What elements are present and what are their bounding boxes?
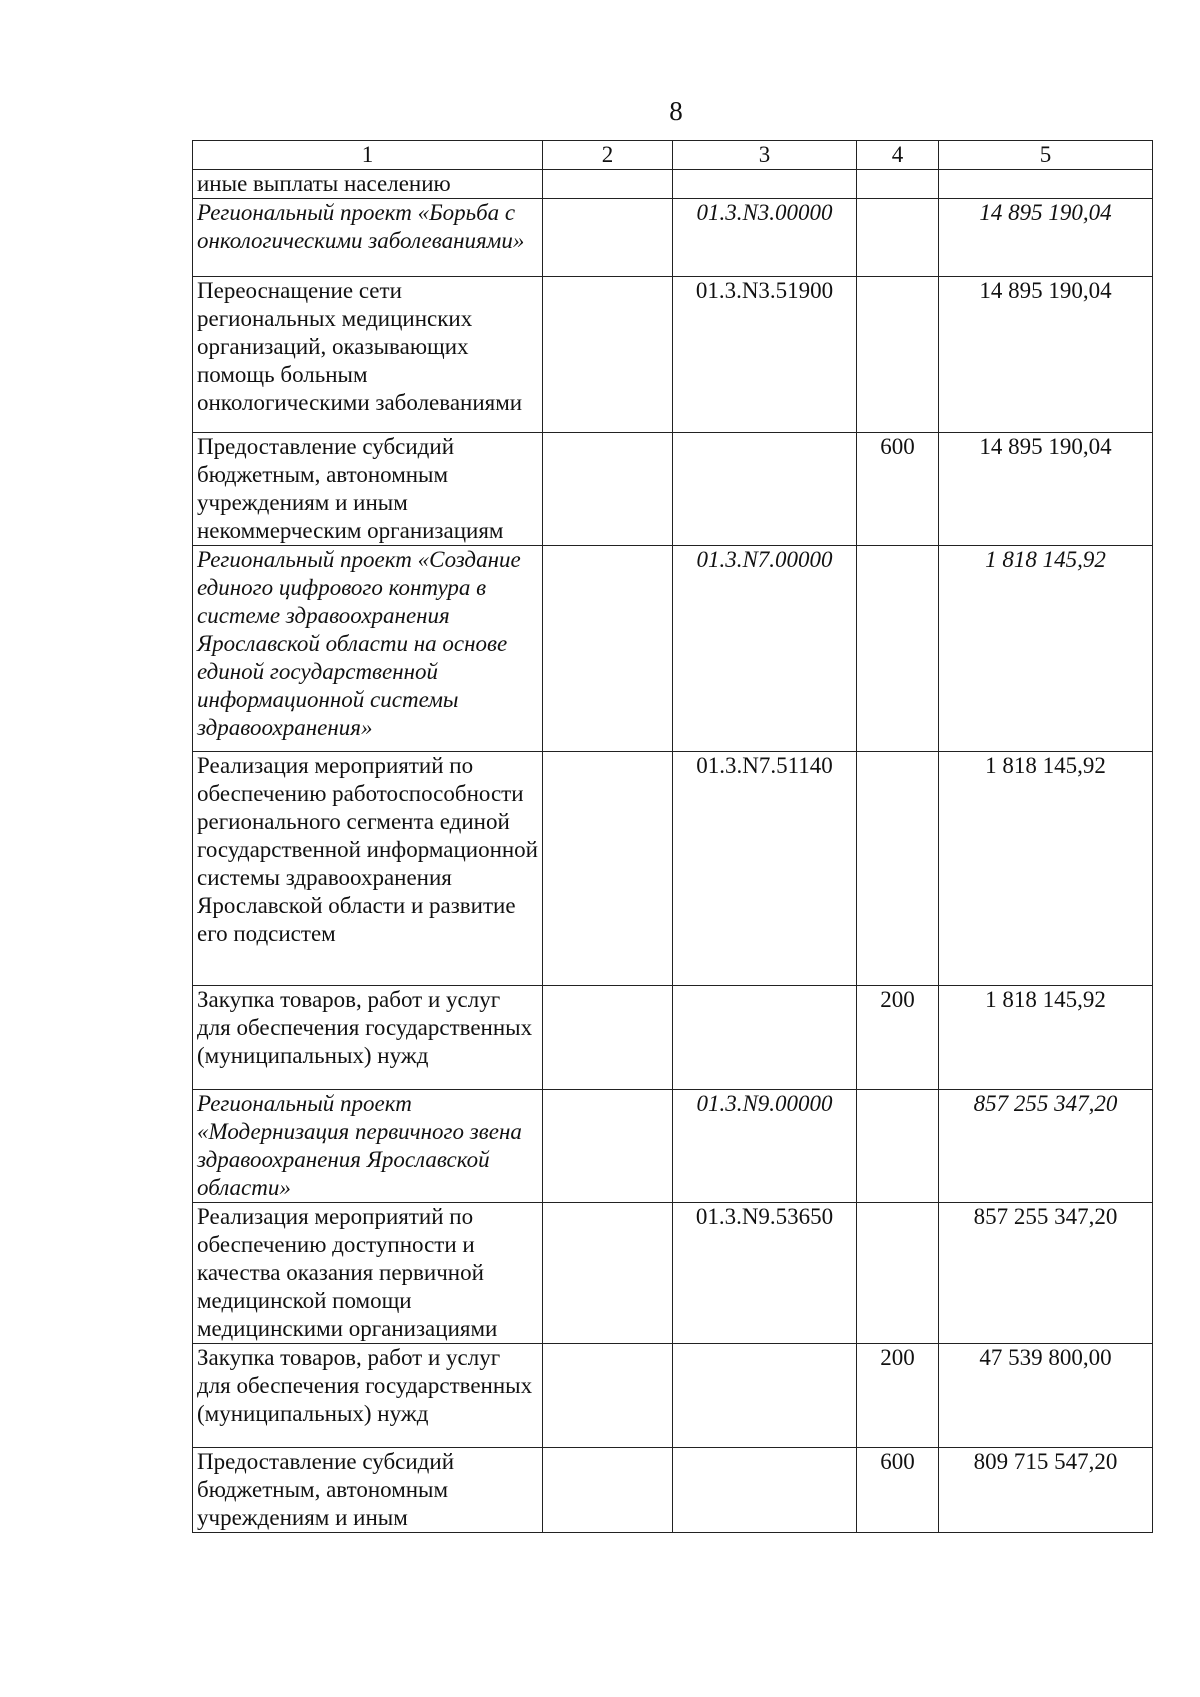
table-row xyxy=(193,1448,1153,1533)
table-row xyxy=(193,199,1153,277)
row-amount-cell: 809 715 547,20 xyxy=(939,1448,1153,1533)
row-amount-cell: 1 818 145,92 xyxy=(939,752,1153,986)
row-code-cell xyxy=(673,986,857,1090)
row-code-cell xyxy=(673,433,857,546)
row-col2-cell xyxy=(543,986,673,1090)
row-code-cell: 01.3.N3.00000 xyxy=(673,199,857,277)
row-type-cell xyxy=(857,1203,939,1344)
row-code-cell: 01.3.N9.00000 xyxy=(673,1090,857,1203)
row-amount-cell: 857 255 347,20 xyxy=(939,1203,1153,1344)
row-amount-cell: 14 895 190,04 xyxy=(939,199,1153,277)
row-name-cell: Закупка товаров, работ и услуг для обеспечения государственных (муниципальных) нужд xyxy=(193,986,543,1090)
header-col-4: 4 xyxy=(857,141,939,170)
row-amount-cell: 1 818 145,92 xyxy=(939,546,1153,752)
row-col2-cell xyxy=(543,1090,673,1203)
row-name-cell: Региональный проект «Борьба с онкологическими заболеваниями» xyxy=(193,199,543,277)
row-name-cell: Переоснащение сети региональных медицинских организаций, оказывающих помощь больным онкологическими заболеваниями xyxy=(193,277,543,433)
row-code-cell: 01.3.N7.00000 xyxy=(673,546,857,752)
table-header-row xyxy=(193,141,1153,170)
row-code-cell: 01.3.N9.53650 xyxy=(673,1203,857,1344)
row-col2-cell xyxy=(543,170,673,199)
row-amount-cell: 857 255 347,20 xyxy=(939,1090,1153,1203)
row-amount-cell: 14 895 190,04 xyxy=(939,277,1153,433)
row-type-cell: 200 xyxy=(857,1344,939,1448)
row-type-cell xyxy=(857,277,939,433)
row-name-cell: иные выплаты населению xyxy=(193,170,543,199)
row-name-cell: Региональный проект «Создание единого цифрового контура в системе здравоохранения Ярославской области на основе единой государственной информационной системы здравоохранения» xyxy=(193,546,543,752)
table-row xyxy=(193,277,1153,433)
header-col-5: 5 xyxy=(939,141,1153,170)
header-col-3: 3 xyxy=(673,141,857,170)
row-name-cell: Реализация мероприятий по обеспечению доступности и качества оказания первичной медицинской помощи медицинскими организациями xyxy=(193,1203,543,1344)
row-type-cell xyxy=(857,199,939,277)
table-row xyxy=(193,546,1153,752)
row-amount-cell: 47 539 800,00 xyxy=(939,1344,1153,1448)
row-col2-cell xyxy=(543,433,673,546)
table-row xyxy=(193,1344,1153,1448)
row-amount-cell: 1 818 145,92 xyxy=(939,986,1153,1090)
row-type-cell: 200 xyxy=(857,986,939,1090)
table-row xyxy=(193,752,1153,986)
table-row xyxy=(193,986,1153,1090)
table-row xyxy=(193,1203,1153,1344)
table-row xyxy=(193,433,1153,546)
row-name-cell: Предоставление субсидий бюджетным, автономным учреждениям и иным xyxy=(193,1448,543,1533)
table-row xyxy=(193,170,1153,199)
row-col2-cell xyxy=(543,1203,673,1344)
table-row xyxy=(193,1090,1153,1203)
row-type-cell: 600 xyxy=(857,1448,939,1533)
row-amount-cell: 14 895 190,04 xyxy=(939,433,1153,546)
row-name-cell: Закупка товаров, работ и услуг для обеспечения государственных (муниципальных) нужд xyxy=(193,1344,543,1448)
row-col2-cell xyxy=(543,199,673,277)
row-col2-cell xyxy=(543,277,673,433)
row-amount-cell xyxy=(939,170,1153,199)
row-code-cell: 01.3.N7.51140 xyxy=(673,752,857,986)
row-type-cell xyxy=(857,1090,939,1203)
row-code-cell: 01.3.N3.51900 xyxy=(673,277,857,433)
row-col2-cell xyxy=(543,1448,673,1533)
row-name-cell: Реализация мероприятий по обеспечению работоспособности регионального сегмента единой государственной информационной системы здравоохранения Ярославской области и развитие его подсистем xyxy=(193,752,543,986)
row-col2-cell xyxy=(543,752,673,986)
row-type-cell xyxy=(857,170,939,199)
row-type-cell xyxy=(857,546,939,752)
row-name-cell: Региональный проект «Модернизация первичного звена здравоохранения Ярославской области» xyxy=(193,1090,543,1203)
page-number: 8 xyxy=(669,96,683,126)
row-col2-cell xyxy=(543,1344,673,1448)
row-type-cell xyxy=(857,752,939,986)
header-col-2: 2 xyxy=(543,141,673,170)
header-col-1: 1 xyxy=(193,141,543,170)
row-code-cell xyxy=(673,1344,857,1448)
row-type-cell: 600 xyxy=(857,433,939,546)
budget-table xyxy=(192,140,1153,1533)
row-col2-cell xyxy=(543,546,673,752)
row-code-cell xyxy=(673,170,857,199)
row-code-cell xyxy=(673,1448,857,1533)
row-name-cell: Предоставление субсидий бюджетным, автономным учреждениям и иным некоммерческим организациям xyxy=(193,433,543,546)
